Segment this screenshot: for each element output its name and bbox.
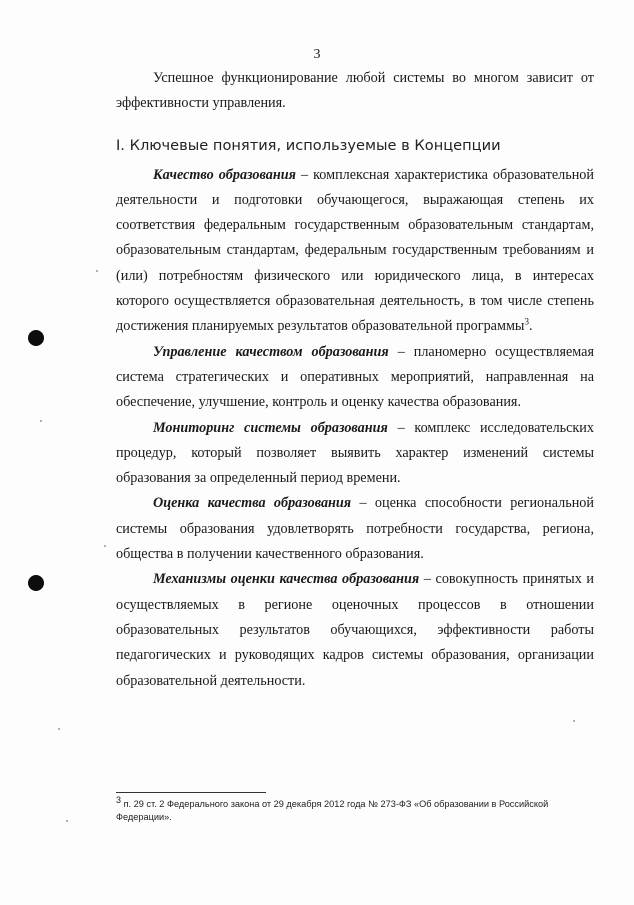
definition-text: планомерно осуществляемая система стратегических и оперативных мероприятий, направленная на обеспечение, улучшение, контроль и оценку качества образования. (116, 343, 594, 411)
term-dash: – (419, 571, 436, 588)
term-dash: – (351, 495, 375, 512)
footnote-reference: 3 (524, 316, 529, 327)
term-dash: – (387, 419, 415, 436)
term-label: Оценка качества образования (153, 495, 352, 512)
page-number: 3 (313, 47, 321, 62)
definition-assessment-mechanisms (116, 567, 594, 693)
definition-quality-assessment (116, 491, 594, 567)
section-heading: I. Ключевые понятия, используемые в Концепции (116, 136, 501, 154)
term-label: Качество образования (153, 166, 296, 183)
definition-text: совокупность принятых и осуществляемых в регионе оценочных процессов в отношении образовательных результатов обучающихся, эффективности работы педагогических и руководящих кадров системы образования, организации образовательной деятельности. (116, 571, 594, 689)
punch-hole-top (28, 330, 44, 346)
scan-speck (104, 545, 106, 547)
footnote (116, 794, 586, 824)
scan-speck (573, 720, 575, 722)
intro-paragraph: Успешное функционирование любой системы во многом зависит от эффективности управления. (116, 70, 594, 112)
scan-speck (40, 420, 42, 422)
term-label: Управление качеством образования (153, 343, 389, 360)
footnote-marker: 3 (116, 794, 122, 805)
body-content (116, 66, 594, 694)
definition-text: комплексная характеристика образовательной деятельности и подготовки обучающегося, выражающая степень их соответствия федеральным государственным образовательным стандартам, образовательным стандартам, федеральным государственным требованиям и (или) потребностям физического или юридического лица, в интересах которого осуществляется образовательная деятельность, в том числе степень достижения планируемых результатов образовательной программы (116, 166, 594, 335)
term-label: Механизмы оценки качества образования (153, 571, 420, 588)
scan-speck (66, 820, 68, 822)
footnote-divider (116, 792, 266, 793)
definition-monitoring (116, 416, 594, 492)
term-label: Мониторинг системы образования (153, 419, 388, 436)
definition-text: комплекс исследовательских процедур, который позволяет выявить характер изменений системы образования за определенный период времени. (116, 419, 594, 487)
footnote-text: п. 29 ст. 2 Федерального закона от 29 декабря 2012 года № 273-ФЗ «Об образовании в Российской Федерации». (116, 799, 549, 822)
definition-quality-management (116, 340, 594, 416)
scan-speck (96, 270, 98, 272)
definition-end: . (528, 318, 533, 335)
definition-text: оценка способности региональной системы образования удовлетворять потребности государства, региона, общества в получении качественного образования. (116, 495, 594, 563)
scan-speck (58, 728, 60, 730)
term-dash: – (388, 343, 414, 360)
definition-quality-education (116, 163, 594, 340)
punch-hole-bottom (28, 575, 44, 591)
term-dash: – (295, 166, 314, 183)
